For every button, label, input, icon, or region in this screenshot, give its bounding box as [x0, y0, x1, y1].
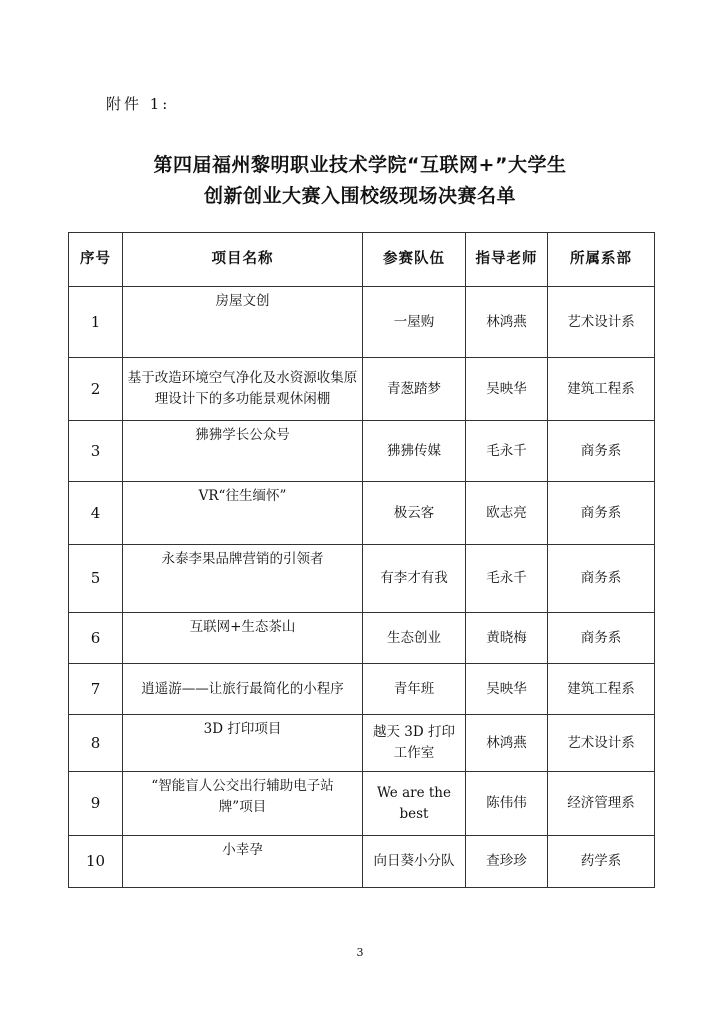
row-no: 10 [69, 836, 123, 888]
row-team: We are the best [363, 772, 466, 836]
header-team: 参赛队伍 [363, 233, 466, 287]
table-row [69, 482, 655, 545]
row-dept: 经济管理系 [548, 772, 655, 836]
row-no: 5 [69, 545, 123, 613]
row-teacher: 吴映华 [466, 664, 548, 715]
header-teacher: 指导老师 [466, 233, 548, 287]
row-dept: 艺术设计系 [548, 715, 655, 772]
row-project: 逍遥游——让旅行最简化的小程序 [123, 664, 363, 715]
finalists-table [68, 232, 655, 888]
table-row [69, 613, 655, 664]
row-project: 基于改造环境空气净化及水资源收集原理设计下的多功能景观休闲棚 [123, 358, 363, 421]
row-dept: 建筑工程系 [548, 664, 655, 715]
row-teacher: 林鸿燕 [466, 715, 548, 772]
row-project: 小幸孕 [123, 836, 363, 888]
row-teacher: 吴映华 [466, 358, 548, 421]
row-no: 7 [69, 664, 123, 715]
row-teacher: 黄晓梅 [466, 613, 548, 664]
row-no: 3 [69, 421, 123, 482]
row-team: 青葱踏梦 [363, 358, 466, 421]
row-team: 有李才有我 [363, 545, 466, 613]
row-teacher: 欧志亮 [466, 482, 548, 545]
row-dept: 药学系 [548, 836, 655, 888]
header-no: 序号 [69, 233, 123, 287]
row-team: 向日葵小分队 [363, 836, 466, 888]
row-team: 狒狒传媒 [363, 421, 466, 482]
row-team: 一屋购 [363, 287, 466, 358]
row-team: 极云客 [363, 482, 466, 545]
row-project: 3D 打印项目 [123, 715, 363, 772]
table-row [69, 358, 655, 421]
row-project: 狒狒学长公众号 [123, 421, 363, 482]
table-header-row [69, 233, 655, 287]
row-project: VR“往生缅怀” [123, 482, 363, 545]
row-no: 1 [69, 287, 123, 358]
table-row [69, 287, 655, 358]
row-dept: 商务系 [548, 421, 655, 482]
row-dept: 商务系 [548, 545, 655, 613]
attachment-label: 附件 1: [106, 95, 171, 113]
row-teacher: 查珍珍 [466, 836, 548, 888]
row-project: 房屋文创 [123, 287, 363, 358]
page-number: 3 [356, 946, 364, 959]
row-team: 生态创业 [363, 613, 466, 664]
row-dept: 艺术设计系 [548, 287, 655, 358]
row-teacher: 陈伟伟 [466, 772, 548, 836]
table-row [69, 664, 655, 715]
table-row [69, 545, 655, 613]
row-no: 8 [69, 715, 123, 772]
header-project: 项目名称 [123, 233, 363, 287]
row-team: 越天 3D 打印工作室 [363, 715, 466, 772]
table-row [69, 836, 655, 888]
row-dept: 商务系 [548, 482, 655, 545]
document-title-line-2: 创新创业大赛入围校级现场决赛名单 [203, 185, 516, 207]
row-team: 青年班 [363, 664, 466, 715]
table-row [69, 715, 655, 772]
row-teacher: 毛永千 [466, 421, 548, 482]
row-no: 4 [69, 482, 123, 545]
row-no: 6 [69, 613, 123, 664]
row-project: 永泰李果品牌营销的引领者 [123, 545, 363, 613]
row-teacher: 林鸿燕 [466, 287, 548, 358]
table-row [69, 772, 655, 836]
row-teacher: 毛永千 [466, 545, 548, 613]
row-project: 互联网+生态茶山 [123, 613, 363, 664]
table-row [69, 421, 655, 482]
row-dept: 建筑工程系 [548, 358, 655, 421]
row-no: 2 [69, 358, 123, 421]
row-no: 9 [69, 772, 123, 836]
row-dept: 商务系 [548, 613, 655, 664]
header-dept: 所属系部 [548, 233, 655, 287]
document-title-line-1: 第四届福州黎明职业技术学院“互联网+”大学生 [153, 154, 567, 176]
row-project: “智能盲人公交出行辅助电子站牌”项目 [123, 772, 363, 836]
